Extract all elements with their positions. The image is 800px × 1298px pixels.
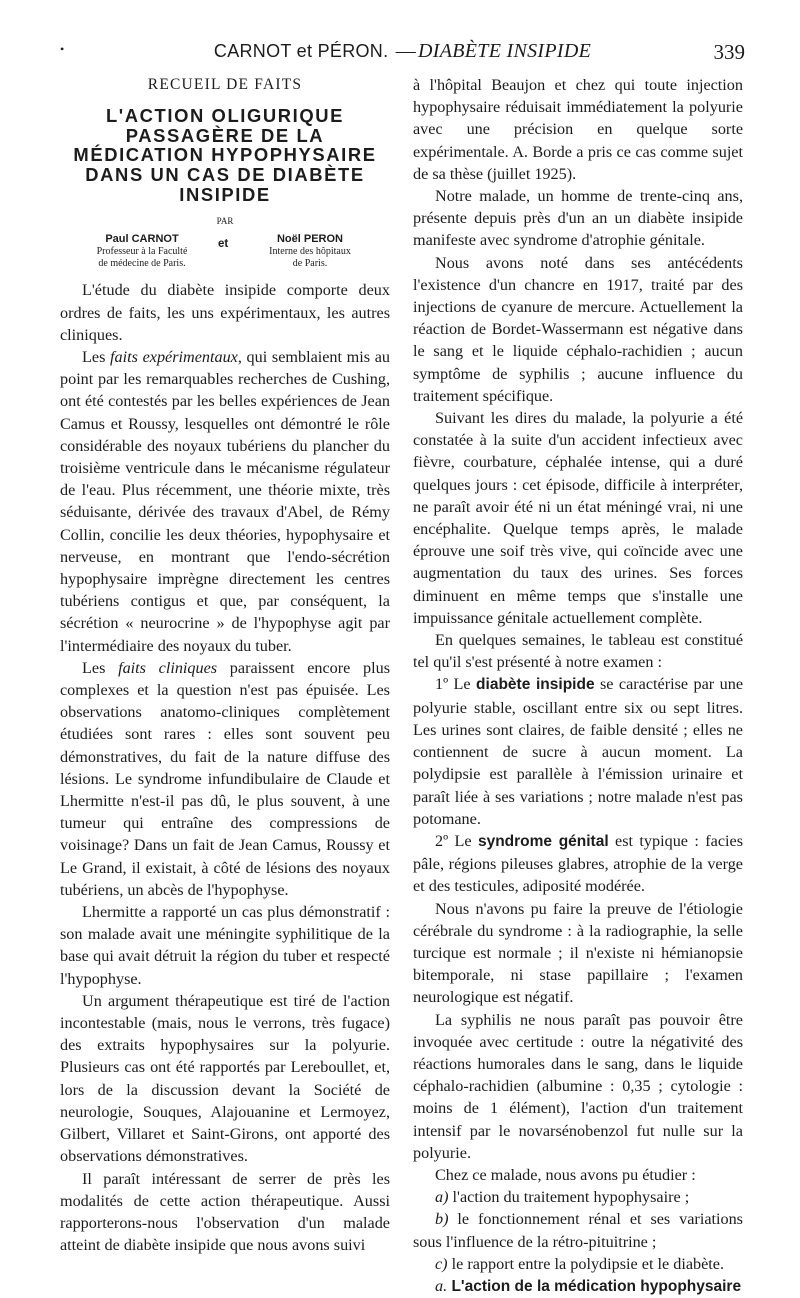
page-number: 339 (713, 40, 745, 64)
author-1 (72, 233, 212, 269)
running-title (60, 40, 745, 63)
paragraph: L'étude du diabète insipide comporte deux ordres de faits, les uns expérimentaux, les autres cliniques. (60, 281, 390, 344)
title-line: INSIPIDE (179, 183, 271, 205)
paragraph: Nous n'avons pu faire la preuve de l'étiologie cérébrale du syndrome : à la radiographie, la selle turcique est normale ; il n'existe ni hémianopsie bitemporale, ni stase papillaire ; l'examen neurologique est négatif. (413, 899, 743, 1007)
list-item: a) l'action du traitement hypophysaire ; (435, 1188, 690, 1207)
paragraph: Suivant les dires du malade, la polyurie a été constatée à la suite d'un accident infectieux avec fièvre, courbature, céphalée intense, qui a duré quelques jours : cet épisode, difficile à interpréter, ne paraît avoir été ni un état méningé vrai, ni une encéphalite. Quelque temps après, le malade éprouve une soif très vive, qui coïncide avec une augmentation du taux des urines. Ses forces diminuent en même temps que s'installe une impuissance génitale actuellement complète. (413, 409, 743, 627)
margin-mark: • (60, 42, 65, 56)
paragraph: Il paraît intéressant de serrer de près les modalités de cette action thérapeutique. Aussi rapporterons-nous l'observation d'un malade atteint de diabète insipide que nous avons suivi (60, 1169, 390, 1255)
subsection-heading: a. L'action de la médication hypophysaire (435, 1276, 742, 1295)
running-header (60, 40, 745, 70)
paragraph: Les faits cliniques paraissent encore plus complexes et la question n'est pas épuisée. Les observations anatomo-cliniques complètement étudiées sont rares : elles sont souvent peu démonstratives, du fait de la nature diffuse des lésions. Le syndrome infundibulaire de Claude et Lhermitte n'est-il pas dû, le plus souvent, à une tumeur qui entraîne des compressions de voisinage? Dans un fait de Jean Camus, Roussy et Le Grand, il existait, à côté de lésions des noyaux tubériens, un abcès de l'hypophyse. (60, 658, 391, 899)
paragraph: Les faits expérimentaux, qui semblaient mis au point par les remarquables recherches de Cushing, ont été contestés par les belles expériences de Jean Camus et Roussy, lesquelles ont démontré le rôle considérable des noyaux tubériens du plancher du troisième ventricule dans le mécanisme régulateur de l'eau. Plus récemment, une théorie mixte, très séduisante, dérivée des travaux d'Abel, de Rémy Collin, concilie les deux théories, hypophysaire et nerveuse, en montrant que l'endo-sécrétion hypophysaire imprègne directement les centres tubériens contigus et que, par conséquent, la sécrétion « neurocrine » de l'hypophyse agit par l'intermédiaire des noyaux du tuber. (60, 347, 390, 655)
author-1-role: Professeur à la Faculté (96, 246, 188, 258)
article-title (60, 106, 390, 204)
numbered-paragraph: 2º Le syndrome génital est typique : facies pâle, régions pileuses glabres, atrophie de la verge et des testicules, adiposité modérée. (413, 831, 743, 896)
title-line: L'ACTION OLIGURIQUE (105, 105, 345, 127)
author-1-name: Paul CARNOT (105, 233, 179, 246)
paragraph: à l'hôpital Beaujon et chez qui toute injection hypophysaire réduisait immédiatement la polyurie avec une précision en quelque sorte expérimentale. A. Borde a pris ce cas comme sujet de sa thèse (juillet 1925). (413, 76, 743, 183)
title-line: PASSAGÈRE DE LA (125, 124, 325, 146)
author-2-role: Interne des hôpitaux (269, 246, 351, 258)
paragraph: La syphilis ne nous paraît pas pouvoir être invoquée avec certitude : outre la négativité des réactions humorales dans le sang, dans le liquide céphalo-rachidien (albumine : 0,35 ; cytologie : moins de 1 élément), l'action d'un traitement intensif par le novarsénobenzol fut nulle sur la polyurie. (413, 1010, 743, 1162)
author-2-role: de Paris. (292, 257, 328, 269)
paragraph: Un argument thérapeutique est tiré de l'action incontestable (mais, nous le verrons, très fugace) des extraits hypophysaires sur la polyurie. Plusieurs cas ont été rapportés par Lereboullet, et, lors de la discussion devant la Société de neurologie, Souques, Alajouanine et Lermoyez, Gilbert, Villaret et Saint-Girons, ont apporté des observations démonstratives. (60, 991, 390, 1166)
left-column (60, 74, 390, 1256)
byline (60, 233, 390, 271)
paragraph: Chez ce malade, nous avons pu étudier : (435, 1165, 696, 1184)
paragraph: En quelques semaines, le tableau est constitué tel qu'il s'est présenté à notre examen : (413, 631, 743, 672)
running-title-authors: CARNOT et PÉRON. (213, 41, 389, 61)
numbered-paragraph: 1º Le diabète insipide se caractérise par une polyurie stable, oscillant entre six ou sept litres. Les urines sont claires, de faible densité ; elles ne contiennent de sucre à aucun moment. La polydipsie est parallèle à l'émission urinaire et paraît liée à ses variations ; notre malade n'est pas potomane. (413, 675, 744, 828)
paragraph: Lhermitte a rapporté un cas plus démonstratif : son malade avait une méningite syphilitique de la base qui avait détruit la région du tuber et respecté l'hypophyse. (60, 903, 390, 988)
byline-et: et (218, 238, 229, 251)
title-line: MÉDICATION HYPOPHYSAIRE (73, 144, 377, 166)
section-label: RECUEIL DE FAITS (147, 76, 303, 93)
author-2 (240, 233, 380, 269)
author-2-name: Noël PERON (276, 233, 343, 246)
running-title-topic: DIABÈTE INSIPIDE (418, 40, 592, 62)
list-item: c) le rapport entre la polydipsie et le diabète. (435, 1254, 725, 1273)
list-item: b) le fonctionnement rénal et ses variations sous l'influence de la rétro-pituitrine ; (413, 1210, 743, 1251)
running-title-separator: — (395, 40, 417, 62)
title-line: DANS UN CAS DE DIABÈTE (85, 163, 365, 185)
paragraph: Nous avons noté dans ses antécédents l'existence d'un chancre en 1917, traité par des injections de cyanure de mercure. Actuellement la réaction de Bordet-Wassermann est négative dans le sang et le liquide céphalo-rachidien ; aucun symptôme de syphilis ; aucune influence du traitement spécifique. (413, 253, 743, 405)
right-column (413, 74, 743, 1298)
author-1-role: de médecine de Paris. (98, 257, 186, 269)
paragraph: Notre malade, un homme de trente-cinq ans, présente depuis près d'un an un diabète insipide manifeste avec syndrome d'atrophie génitale. (413, 187, 743, 250)
byline-par: PAR (216, 216, 234, 227)
